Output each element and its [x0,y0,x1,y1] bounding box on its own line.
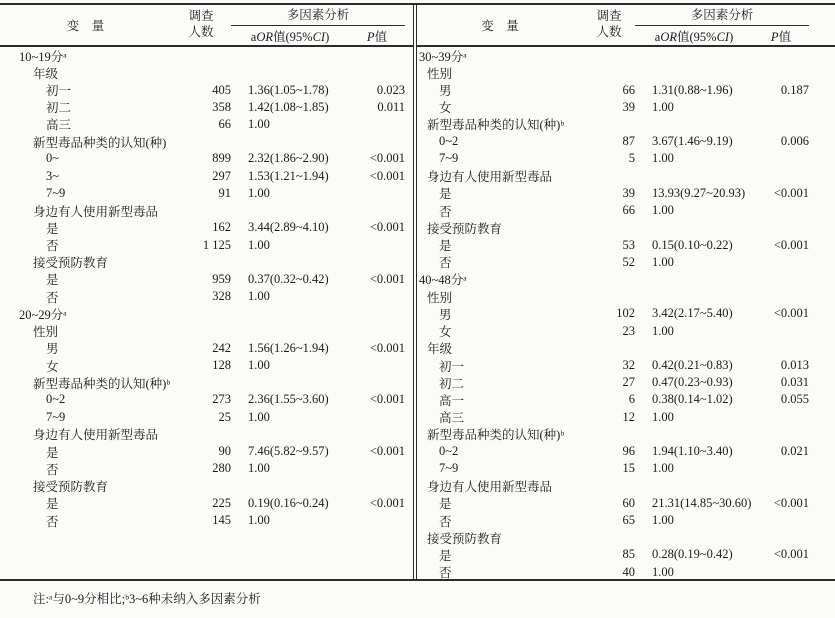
cell-survey-count: 5 [628,151,635,166]
row-label: 否 [439,204,452,219]
table-row [417,529,835,546]
row-label: 否 [439,514,452,529]
row-label: 男 [439,307,452,322]
aor-header-or: OR [256,29,273,44]
table-row [417,357,835,374]
cell-aor-ci: 1.00 [652,564,674,579]
cell-survey-count: 280 [212,461,231,476]
row-label: 否 [46,290,59,305]
cell-survey-count: 145 [212,513,231,528]
cell-survey-count: 39 [622,185,635,200]
table-row [0,357,413,374]
table-row [0,271,413,288]
table-row [417,443,835,460]
row-label: 身边有人使用新型毒品 [33,204,159,219]
cell-survey-count: 66 [622,82,635,97]
p-header-rest: 值 [374,29,388,44]
cell-p-value: <0.001 [773,547,809,562]
cell-survey-count: 102 [616,306,635,321]
cell-survey-count: 273 [212,392,231,407]
row-label: 是 [439,548,452,563]
row-label: 7~9 [439,461,459,476]
table-row [417,150,835,167]
table-row [417,133,835,150]
cell-survey-count: 23 [622,323,635,338]
table-row [417,460,835,477]
row-label: 否 [439,566,452,579]
cell-p-value: 0.055 [780,392,809,407]
cell-survey-count: 899 [212,151,231,166]
row-label: 否 [46,462,59,477]
row-label: 否 [46,239,59,254]
table-row [417,495,835,512]
cell-p-value: <0.001 [369,495,405,510]
cell-survey-count: 12 [622,409,635,424]
table-row [0,512,413,529]
row-label: 新型毒品种类的认知(种) [33,135,167,150]
table-row [0,409,413,426]
row-label: 7~9 [46,185,66,200]
table-row [0,374,413,391]
row-label: 是 [439,239,452,254]
cell-p-value: <0.001 [369,444,405,459]
cell-survey-count: 40 [622,564,635,579]
table-row [417,409,835,426]
table-left-body [0,47,413,579]
header-survey-count [583,5,635,45]
cell-aor-ci: 1.00 [248,461,270,476]
table-row [0,185,413,202]
row-label: 7~9 [46,409,66,424]
cell-survey-count: 328 [212,289,231,304]
cell-aor-ci: 1.00 [248,237,270,252]
cell-aor-ci: 1.00 [652,461,674,476]
table-row [417,391,835,408]
row-label: 女 [439,325,452,340]
row-label: 接受预防教育 [33,480,109,495]
aor-header-close: ) [325,29,330,44]
cell-survey-count: 39 [622,99,635,114]
cell-p-value: <0.001 [369,340,405,355]
row-label: 是 [46,497,59,512]
cell-p-value: <0.001 [369,392,405,407]
row-label: 性别 [427,290,453,305]
aor-header-mid: 值(95% [272,29,313,44]
table-row [417,477,835,494]
row-label: 0~2 [439,134,459,149]
row-label: 初一 [439,359,465,374]
cell-survey-count: 358 [212,99,231,114]
row-label: 30~39分ᵃ [419,49,467,64]
row-label: 否 [46,514,59,529]
table-row [0,288,413,305]
cell-survey-count: 162 [212,220,231,235]
aor-header-a: a [250,29,257,44]
cell-aor-ci: 0.15(0.10~0.22) [652,237,733,252]
cell-aor-ci: 0.28(0.19~0.42) [652,547,733,562]
cell-p-value: 0.011 [377,99,405,114]
multifactor-analysis-table [0,3,835,581]
cell-aor-ci: 1.53(1.21~1.94) [248,168,329,183]
cell-survey-count: 128 [212,358,231,373]
table-row [417,546,835,563]
table-row [417,254,835,271]
p-header-italic: P [366,29,375,44]
table-row [0,460,413,477]
cell-survey-count: 90 [218,444,231,459]
cell-aor-ci: 2.36(1.55~3.60) [248,392,329,407]
row-label: 10~19分ᵃ [19,49,67,64]
table-row [417,236,835,253]
cell-aor-ci: 1.00 [652,203,674,218]
table-header [417,5,835,47]
cell-aor-ci: 1.00 [248,409,270,424]
cell-aor-ci: 1.00 [652,151,674,166]
cell-survey-count: 959 [212,271,231,286]
header-multifactor-group [231,5,405,45]
table-row [0,64,413,81]
cell-survey-count: 6 [628,392,635,407]
table-row [0,495,413,512]
row-label: 是 [46,273,59,288]
row-label: 否 [439,256,452,271]
table-row [0,254,413,271]
table-row [0,81,413,98]
header-aor [635,27,753,45]
cell-survey-count: 225 [212,495,231,510]
cell-survey-count: 87 [622,134,635,149]
cell-aor-ci: 1.00 [652,409,674,424]
table-row [417,185,835,202]
row-label: 高三 [46,118,72,133]
cell-p-value: <0.001 [773,495,809,510]
cell-p-value: 0.013 [780,358,809,373]
cell-survey-count: 242 [212,340,231,355]
cell-p-value: 0.031 [780,375,809,390]
table-row [0,150,413,167]
cell-survey-count: 32 [622,358,635,373]
table-row [417,305,835,322]
cell-p-value: 0.023 [376,82,405,97]
row-label: 初二 [439,376,465,391]
cell-aor-ci: 21.31(14.85~30.60) [652,495,752,510]
table-row [0,168,413,185]
row-label: 身边有人使用新型毒品 [427,480,553,495]
row-label: 男 [46,342,59,357]
cell-aor-ci: 0.37(0.32~0.42) [248,271,329,286]
cell-aor-ci: 3.67(1.46~9.19) [652,134,733,149]
cell-survey-count: 25 [218,409,231,424]
cell-aor-ci: 2.32(1.86~2.90) [248,151,329,166]
header-variable: 变 量 [481,19,519,33]
cell-aor-ci: 1.00 [248,358,270,373]
cell-survey-count: 65 [622,513,635,528]
table-row [417,99,835,116]
row-label: 40~48分ᵃ [419,273,467,288]
table-row [0,477,413,494]
cell-aor-ci: 1.36(1.05~1.78) [248,82,329,97]
cell-survey-count: 297 [212,168,231,183]
row-label: 高三 [439,411,465,426]
p-header-italic: P [770,29,779,44]
row-label: 接受预防教育 [33,256,109,271]
table-row [417,564,835,579]
cell-aor-ci: 0.47(0.23~0.93) [652,375,733,390]
row-label: 身边有人使用新型毒品 [33,428,159,443]
table-row [0,340,413,357]
cell-p-value: <0.001 [369,168,405,183]
table-row [417,271,835,288]
cell-aor-ci: 1.00 [652,513,674,528]
row-label: 是 [439,497,452,512]
row-label: 接受预防教育 [427,221,503,236]
cell-aor-ci: 13.93(9.27~20.93) [652,185,746,200]
table-row [417,64,835,81]
cell-p-value: 0.006 [780,134,809,149]
cell-survey-count: 66 [218,116,231,131]
row-label: 3~ [46,168,60,183]
cell-p-value: <0.001 [773,306,809,321]
cell-survey-count: 85 [622,547,635,562]
header-group-columns [231,26,405,45]
cell-aor-ci: 1.00 [248,513,270,528]
row-label: 新型毒品种类的认知(种)ᵇ [33,376,171,391]
cell-p-value: 0.021 [780,444,809,459]
aor-header-or: OR [660,29,677,44]
row-label: 高一 [439,393,465,408]
cell-aor-ci: 1.00 [652,99,674,114]
row-label: 年级 [427,342,453,357]
row-label: 性别 [33,325,59,340]
table-row [0,426,413,443]
cell-aor-ci: 1.56(1.26~1.94) [248,340,329,355]
cell-survey-count: 15 [622,461,635,476]
cell-p-value: <0.001 [369,151,405,166]
table-row [417,168,835,185]
row-label: 7~9 [439,151,459,166]
row-label: 男 [439,84,452,99]
table-left-half [0,5,413,579]
table-footnote: 注:ᵃ与0~9分相比;ᵇ3~6种未纳入多因素分析 [33,592,261,606]
table-row [0,391,413,408]
aor-header-ci: CI [716,29,730,44]
cell-aor-ci: 1.00 [248,116,270,131]
table-row [417,288,835,305]
row-label: 新型毒品种类的认知(种)ᵇ [427,118,565,133]
cell-aor-ci: 1.00 [652,254,674,269]
table-row [0,116,413,133]
cell-aor-ci: 0.19(0.16~0.24) [248,495,329,510]
row-label: 0~ [46,151,60,166]
row-label: 是 [46,221,59,236]
cell-aor-ci: 1.94(1.10~3.40) [652,444,733,459]
p-header-rest: 值 [778,29,792,44]
table-row [0,443,413,460]
cell-survey-count: 91 [218,185,231,200]
cell-survey-count: 27 [622,375,635,390]
cell-aor-ci: 3.42(2.17~5.40) [652,306,733,321]
header-multifactor-group [635,5,809,45]
cell-survey-count: 96 [622,444,635,459]
table-row [0,236,413,253]
cell-p-value: 0.187 [780,82,809,97]
aor-header-a: a [654,29,661,44]
table-row [0,47,413,64]
cell-survey-count: 60 [622,495,635,510]
row-label: 初一 [46,84,72,99]
aor-header-close: ) [729,29,734,44]
table-row [0,202,413,219]
table-right-half [417,5,835,579]
table-row [417,426,835,443]
header-group-title: 多因素分析 [231,5,405,26]
row-label: 性别 [427,66,453,81]
aor-header-mid: 值(95% [676,29,717,44]
header-p-value [753,27,809,45]
cell-survey-count: 66 [622,203,635,218]
row-label: 新型毒品种类的认知(种)ᵇ [427,428,565,443]
cell-aor-ci: 3.44(2.89~4.10) [248,220,329,235]
cell-aor-ci: 1.31(0.88~1.96) [652,82,733,97]
cell-p-value: <0.001 [773,185,809,200]
cell-aor-ci: 1.00 [248,185,270,200]
table-row [417,202,835,219]
table-row [417,374,835,391]
header-count-line1: 调查 [596,9,622,24]
cell-p-value: <0.001 [369,220,405,235]
table-row [417,512,835,529]
table-row [417,323,835,340]
cell-aor-ci: 1.42(1.08~1.85) [248,99,329,114]
cell-aor-ci: 0.42(0.21~0.83) [652,358,733,373]
table-row [417,340,835,357]
cell-p-value: <0.001 [773,237,809,252]
table-row [417,81,835,98]
cell-aor-ci: 7.46(5.82~9.57) [248,444,329,459]
table-row [417,116,835,133]
row-label: 20~29分ᵃ [19,307,67,322]
table-row [0,133,413,150]
table-row [0,99,413,116]
table-header [0,5,413,47]
header-group-title: 多因素分析 [635,5,809,26]
cell-survey-count: 405 [212,82,231,97]
cell-survey-count: 52 [622,254,635,269]
header-aor [231,27,349,45]
row-label: 0~2 [439,444,459,459]
row-label: 0~2 [46,392,66,407]
row-label: 是 [46,445,59,460]
table-row [0,305,413,322]
table-right-body [417,47,835,579]
cell-survey-count: 53 [622,237,635,252]
cell-aor-ci: 1.00 [248,289,270,304]
cell-survey-count: 1 125 [202,237,231,252]
header-count-line1: 调查 [188,9,214,24]
row-label: 年级 [33,66,59,81]
cell-aor-ci: 0.38(0.14~1.02) [652,392,733,407]
header-count-line2: 人数 [188,25,214,39]
header-count-line2: 人数 [596,25,622,39]
table-row [0,219,413,236]
row-label: 身边有人使用新型毒品 [427,170,553,185]
row-label: 是 [439,187,452,202]
row-label: 初二 [46,101,72,116]
cell-aor-ci: 1.00 [652,323,674,338]
table-row [417,47,835,64]
cell-p-value: <0.001 [369,271,405,286]
header-group-columns [635,26,809,45]
header-p-value [349,27,405,45]
row-label: 接受预防教育 [427,531,503,546]
row-label: 女 [46,359,59,374]
table-row [0,323,413,340]
aor-header-ci: CI [312,29,326,44]
table-row [417,219,835,236]
header-survey-count [171,5,231,45]
header-variable: 变 量 [66,19,105,33]
row-label: 女 [439,101,452,116]
